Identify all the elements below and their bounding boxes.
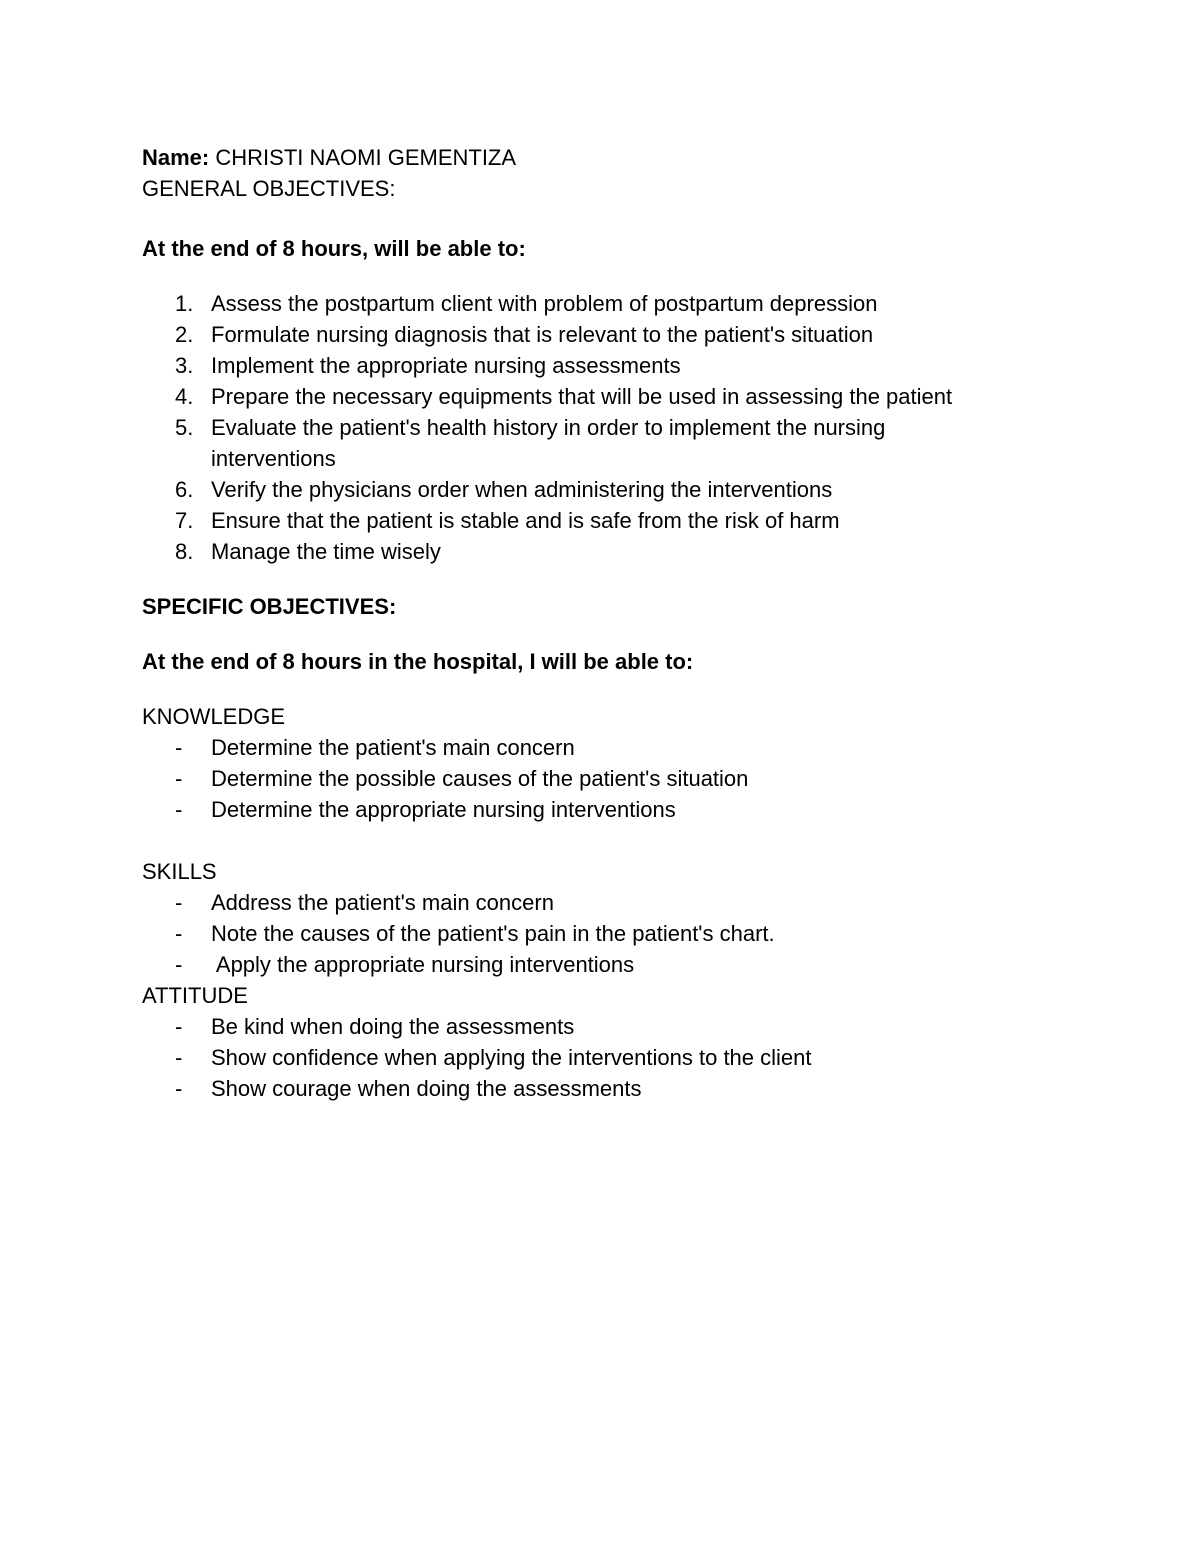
list-item-text: Show courage when doing the assessments <box>211 1076 642 1101</box>
list-item-text: Be kind when doing the assessments <box>211 1014 575 1039</box>
skills-list <box>142 887 1060 980</box>
list-item <box>142 794 1060 825</box>
list-item <box>142 1011 1060 1042</box>
list-item <box>142 536 1060 567</box>
dash-marker: - <box>175 1076 183 1101</box>
list-item <box>142 887 1060 918</box>
list-item <box>142 288 1060 319</box>
list-item-text: Evaluate the patient's health history in order to implement the nursing interventions <box>211 415 886 471</box>
list-item-text: Verify the physicians order when administering the interventions <box>211 477 833 502</box>
list-item <box>142 763 1060 794</box>
list-number: 7. <box>175 508 194 533</box>
dash-marker: - <box>175 952 183 977</box>
list-item <box>142 505 1060 536</box>
list-item-text: Determine the patient's main concern <box>211 735 575 760</box>
dash-marker: - <box>175 797 183 822</box>
dash-marker: - <box>175 921 183 946</box>
general-objectives-list <box>142 288 1060 567</box>
name-label: Name: <box>142 145 210 170</box>
list-item <box>142 412 1060 474</box>
list-number: 4. <box>175 384 194 409</box>
list-item <box>142 474 1060 505</box>
general-intro: At the end of 8 hours, will be able to: <box>142 236 526 261</box>
list-number: 3. <box>175 353 194 378</box>
list-item-text: Implement the appropriate nursing assessments <box>211 353 681 378</box>
list-item-text: Determine the possible causes of the patient's situation <box>211 766 749 791</box>
list-item-text: Assess the postpartum client with problem of postpartum depression <box>211 291 878 316</box>
student-name: CHRISTI NAOMI GEMENTIZA <box>215 145 517 170</box>
dash-marker: - <box>175 1014 183 1039</box>
list-item <box>142 319 1060 350</box>
list-item <box>142 918 1060 949</box>
list-item-text: Apply the appropriate nursing interventions <box>211 952 635 977</box>
dash-marker: - <box>175 890 183 915</box>
knowledge-list <box>142 732 1060 825</box>
list-item-text: Address the patient's main concern <box>211 890 554 915</box>
list-number: 8. <box>175 539 194 564</box>
list-item <box>142 1042 1060 1073</box>
knowledge-heading: KNOWLEDGE <box>142 704 286 729</box>
list-item <box>142 949 1060 980</box>
list-item-text: Ensure that the patient is stable and is safe from the risk of harm <box>211 508 840 533</box>
skills-heading: SKILLS <box>142 859 217 884</box>
list-number: 5. <box>175 415 194 440</box>
specific-intro: At the end of 8 hours in the hospital, I will be able to: <box>142 649 694 674</box>
list-item-text: Prepare the necessary equipments that will be used in assessing the patient <box>211 384 953 409</box>
list-item-text: Note the causes of the patient's pain in the patient's chart. <box>211 921 775 946</box>
attitude-heading: ATTITUDE <box>142 983 248 1008</box>
list-item <box>142 732 1060 763</box>
list-number: 1. <box>175 291 194 316</box>
attitude-list <box>142 1011 1060 1104</box>
list-item-text: Formulate nursing diagnosis that is relevant to the patient's situation <box>211 322 874 347</box>
specific-objectives-title: SPECIFIC OBJECTIVES: <box>142 594 397 619</box>
list-item <box>142 1073 1060 1104</box>
general-objectives-title: GENERAL OBJECTIVES: <box>142 176 396 201</box>
dash-marker: - <box>175 1045 183 1070</box>
list-item-text: Determine the appropriate nursing interventions <box>211 797 676 822</box>
dash-marker: - <box>175 766 183 791</box>
list-item-text: Show confidence when applying the interventions to the client <box>211 1045 812 1070</box>
list-item <box>142 381 1060 412</box>
list-item-text: Manage the time wisely <box>211 539 441 564</box>
list-item <box>142 350 1060 381</box>
dash-marker: - <box>175 735 183 760</box>
list-number: 6. <box>175 477 194 502</box>
name-line <box>142 142 1060 173</box>
list-number: 2. <box>175 322 194 347</box>
